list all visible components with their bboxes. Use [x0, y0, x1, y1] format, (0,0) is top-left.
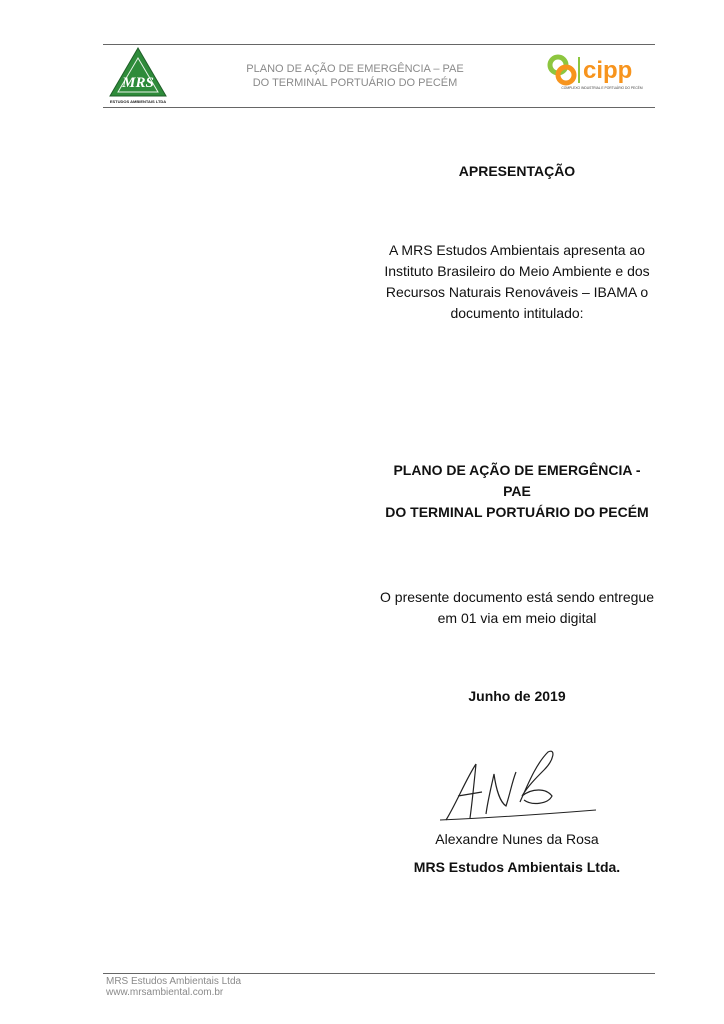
mrs-logo-text: MRS [122, 75, 154, 91]
footer-website: www.mrsambiental.com.br [106, 987, 224, 998]
footer-company: MRS Estudos Ambientais Ltda [106, 976, 242, 987]
handwritten-signature [436, 744, 606, 830]
header-top-rule [103, 44, 655, 45]
document-date: Junho de 2019 [468, 688, 566, 704]
intro-paragraph [378, 240, 656, 324]
footer [106, 976, 241, 998]
intro-line-4: documento intitulado: [450, 305, 584, 321]
mrs-logo-subtext: ESTUDOS AMBIENTAIS LTDA [109, 99, 167, 104]
header-title-line-1: PLANO DE AÇÃO DE EMERGÊNCIA – PAE [246, 63, 464, 75]
document-title-line-2: DO TERMINAL PORTUÁRIO DO PECÉM [385, 504, 649, 520]
document-title [378, 460, 656, 523]
document-title-line-1: PLANO DE AÇÃO DE EMERGÊNCIA - PAE [393, 462, 641, 499]
delivery-note [378, 587, 656, 629]
signer-company: MRS Estudos Ambientais Ltda. [413, 859, 621, 875]
cipp-logo-text: cipp [583, 57, 633, 84]
mrs-logo [108, 46, 168, 106]
intro-line-3: Recursos Naturais Renováveis – IBAMA o [385, 284, 649, 300]
page-heading: APRESENTAÇÃO [458, 163, 576, 179]
signer-name: Alexandre Nunes da Rosa [435, 831, 599, 847]
intro-line-1: A MRS Estudos Ambientais apresenta ao [388, 242, 646, 258]
intro-line-2: Instituto Brasileiro do Meio Ambiente e dos [384, 263, 650, 279]
cipp-logo-mark-orange [558, 67, 574, 83]
header-title-line-2: DO TERMINAL PORTUÁRIO DO PECÉM [252, 77, 458, 89]
header-title [200, 62, 510, 90]
cipp-logo [546, 53, 656, 93]
footer-rule [103, 973, 655, 974]
cipp-logo-subtext: COMPLEXO INDUSTRIAL E PORTUÁRIO DO PECÉM [561, 86, 643, 90]
delivery-line-2: em 01 via em meio digital [437, 610, 597, 626]
header-bottom-rule [103, 107, 655, 108]
delivery-line-1: O presente documento está sendo entregue [380, 589, 654, 605]
